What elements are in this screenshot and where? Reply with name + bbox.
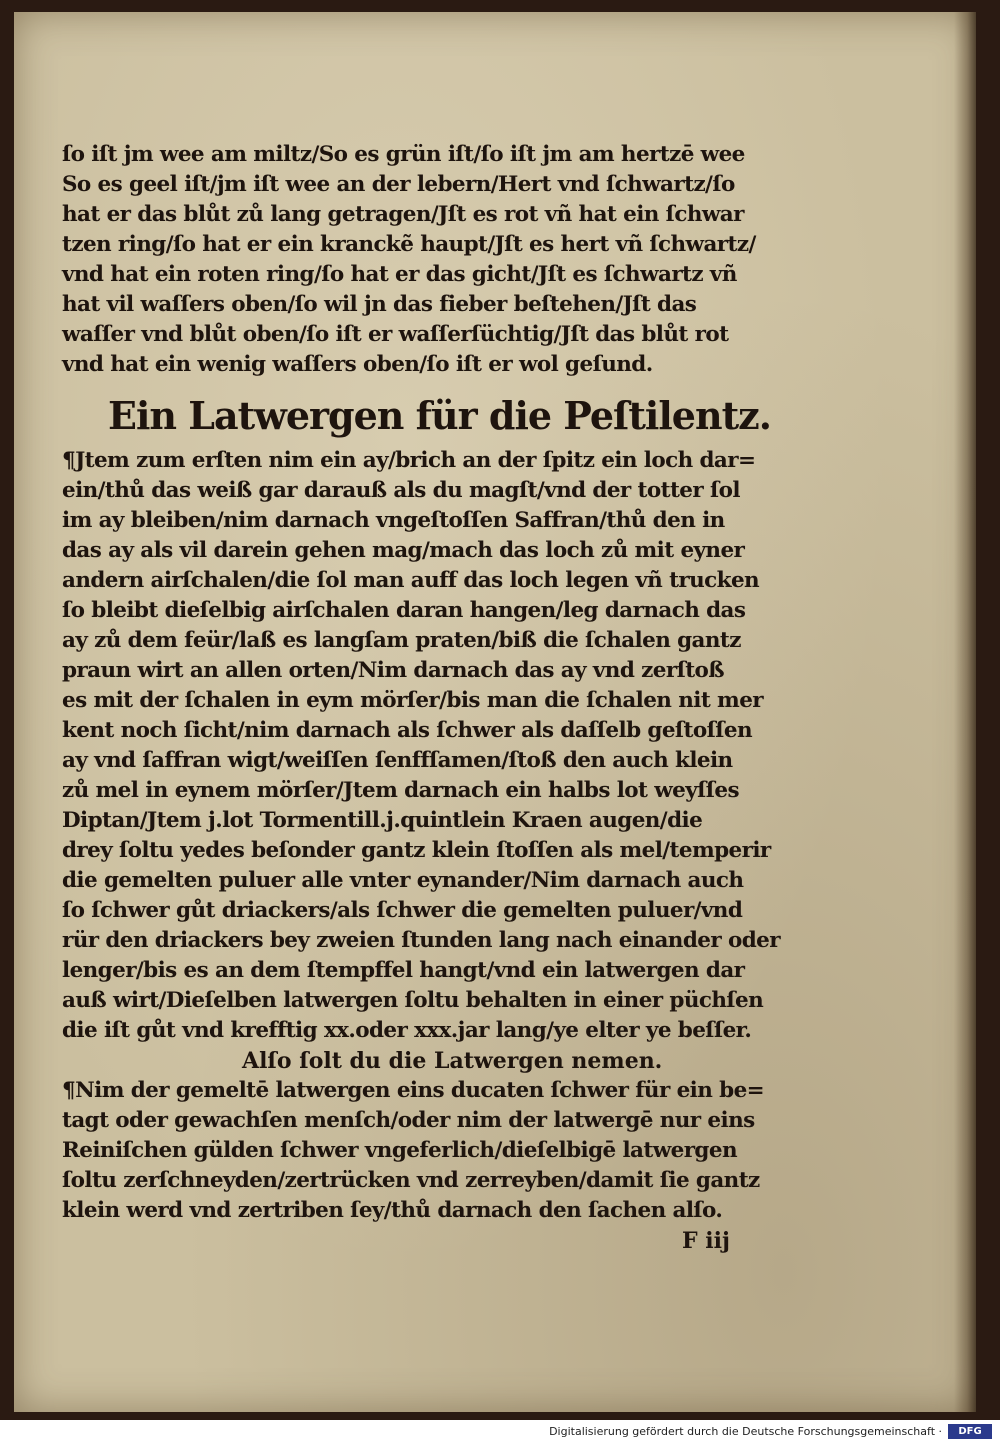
text-line: ay zů dem feür/laß es langſam praten/biß die ſchalen gantz	[62, 628, 741, 653]
text-line: im ay bleiben/nim darnach vngeſtoſſen Saffran/thů den in	[62, 508, 725, 533]
text-line: ¶Nim der gemeltē latwergen eins ducaten ſchwer für ein be=	[62, 1078, 765, 1103]
text-line: rür den driackers bey zweien ſtunden lang nach einander oder	[62, 928, 780, 953]
text-line: Diptan/Jtem j.lot Tormentill.j.quintlein Kraen augen/die	[62, 808, 703, 833]
book-page	[14, 12, 976, 1412]
text-line: ein/thů das weiß gar darauß als du magſt/vnd der totter ſol	[62, 478, 740, 503]
funding-notice: Digitalisierung gefördert durch die Deutsche Forschungsgemeinschaft ·	[549, 1425, 942, 1438]
text-line: ſo ſchwer gůt driackers/als ſchwer die gemelten puluer/vnd	[62, 898, 743, 923]
text-line: tzen ring/ſo hat er ein kranckẽ haupt/Jſt es hert vñ ſchwartz/	[62, 232, 756, 257]
text-line: hat vil waſſers oben/ſo wil jn das fieber beſtehen/Jſt das	[62, 292, 697, 317]
text-line: tagt oder gewachſen menſch/oder nim der latwergē nur eins	[62, 1108, 755, 1133]
text-line: vnd hat ein roten ring/ſo hat er das gicht/Jſt es ſchwartz vñ	[62, 262, 737, 287]
text-line: ſo iſt jm wee am miltz/So es grün iſt/ſo iſt jm am hertzē wee	[62, 142, 745, 167]
text-line: klein werd vnd zertriben ſey/thů darnach den ſachen alſo.	[62, 1198, 723, 1223]
text-line: kent noch ſicht/nim darnach als ſchwer als daſſelb geſtoſſen	[62, 718, 753, 743]
text-line: hat er das blůt zů lang getragen/Jſt es rot vñ hat ein ſchwar	[62, 202, 744, 227]
subheading: Alſo ſolt du die Latwergen nemen.	[242, 1048, 663, 1074]
text-line: ſo bleibt dieſelbig airſchalen daran hangen/leg darnach das	[62, 598, 746, 623]
dfg-logo: DFG	[948, 1424, 992, 1439]
text-line: praun wirt an allen orten/Nim darnach das ay vnd zerſtoß	[62, 658, 725, 683]
page-text	[62, 140, 822, 1256]
text-line: es mit der ſchalen in eym mörſer/bis man die ſchalen nit mer	[62, 688, 763, 713]
text-line: ay vnd ſaffran wigt/weiſſen ſenffſamen/ſtoß den auch klein	[62, 748, 733, 773]
signature-mark: F iij	[682, 1228, 730, 1254]
text-line: zů mel in eynem mörſer/Jtem darnach ein halbs lot weyſſes	[62, 778, 740, 803]
page-edge-shadow	[954, 12, 976, 1412]
text-line: vnd hat ein wenig waſſers oben/ſo iſt er wol geſund.	[62, 352, 653, 377]
text-line: andern airſchalen/die ſol man auff das loch legen vñ trucken	[62, 568, 760, 593]
text-line: drey ſoltu yedes beſonder gantz klein ſtoſſen als mel/temperir	[62, 838, 771, 863]
text-line: So es geel iſt/jm iſt wee an der lebern/Hert vnd ſchwartz/ſo	[62, 172, 735, 197]
text-line: ¶Jtem zum erſten nim ein ay/brich an der ſpitz ein loch dar=	[62, 448, 756, 473]
text-line: waſſer vnd blůt oben/ſo iſt er waſſerſüchtig/Jſt das blůt rot	[62, 322, 729, 347]
text-line: die iſt gůt vnd krefftig xx.oder xxx.jar lang/ye elter ye beſſer.	[62, 1018, 752, 1043]
section-heading: Ein Latwergen für die Peſtilentz.	[108, 393, 771, 438]
text-line: die gemelten puluer alle vnter eynander/Nim darnach auch	[62, 868, 744, 893]
text-line: auß wirt/Dieſelben latwergen ſoltu behalten in einer püchſen	[62, 988, 764, 1013]
text-line: lenger/bis es an dem ſtempffel hangt/vnd ein latwergen dar	[62, 958, 745, 983]
text-line: Reiniſchen gülden ſchwer vngeferlich/dieſelbigē latwergen	[62, 1138, 737, 1163]
text-line: ſoltu zerſchneyden/zertrücken vnd zerreyben/damit ſie gantz	[62, 1168, 760, 1193]
text-line: das ay als vil darein gehen mag/mach das loch zů mit eyner	[62, 538, 745, 563]
